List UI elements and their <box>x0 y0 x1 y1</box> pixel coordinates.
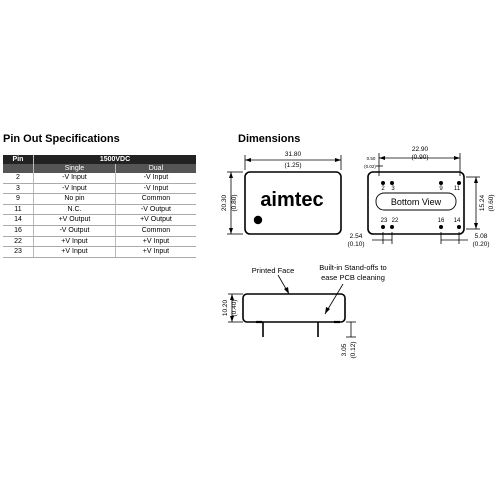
single-cell: +V Output <box>34 215 116 226</box>
top-width-value: 31.80 <box>284 151 302 158</box>
bottom-pin-23 <box>381 225 385 229</box>
side-height-inch: (0.40) <box>231 299 238 317</box>
single-cell: +V Input <box>34 247 116 258</box>
module-side-view <box>243 294 345 322</box>
bottom-pin-11 <box>457 181 461 185</box>
pin-label-23: 23 <box>380 218 388 224</box>
printed-face-label: Printed Face <box>251 266 295 275</box>
top-width-inch: (1.25) <box>284 162 302 169</box>
pin-length-inch: (0.12) <box>350 341 357 359</box>
pin-cell: 2 <box>3 173 34 183</box>
dimensions-heading: Dimensions <box>238 133 301 145</box>
bottom-pin-3 <box>390 181 394 185</box>
pin-cell: 3 <box>3 183 34 194</box>
pin-label-11: 11 <box>453 186 461 192</box>
top-height-value: 20.30 <box>221 194 228 212</box>
pin-label-2: 2 <box>381 186 385 192</box>
pin-label-14: 14 <box>453 218 461 224</box>
pin-label-3: 3 <box>391 186 395 192</box>
standoff-label-line1: Built-in Stand-offs to <box>319 263 387 272</box>
pin-label-9: 9 <box>439 186 443 192</box>
pin-cell: 23 <box>3 247 34 258</box>
bottom-height-value: 15.24 <box>479 194 486 212</box>
single-subheader: Single <box>34 164 116 173</box>
single-cell: -V Output <box>34 225 116 236</box>
aimtec-logo: aimtec <box>260 189 324 211</box>
single-cell: No pin <box>34 194 116 205</box>
pitch-value: 2.54 <box>349 233 363 240</box>
pin-column-header: Pin <box>3 155 34 164</box>
bottom-pin-9 <box>439 181 443 185</box>
pin-label-16: 16 <box>437 218 445 224</box>
dual-cell: -V Input <box>115 173 196 183</box>
single-cell: -V Input <box>34 183 116 194</box>
pin-cell: 11 <box>3 204 34 215</box>
pin-length-value: 3.05 <box>341 343 348 357</box>
bottom-width-inch: (0.90) <box>411 154 429 161</box>
dual-cell: -V Output <box>115 204 196 215</box>
pin1-marker-dot <box>254 216 262 224</box>
pin-cell: 22 <box>3 236 34 247</box>
offset-inch: (0.20) <box>472 241 490 248</box>
bottom-height-inch: (0.60) <box>488 194 495 212</box>
voltage-column-header: 1500VDC <box>34 155 197 164</box>
pitch-inch: (0.10) <box>347 241 365 248</box>
bottom-pin-16 <box>439 225 443 229</box>
pin-label-22: 22 <box>391 218 399 224</box>
bottom-width-value: 22.90 <box>411 146 429 153</box>
offset-value: 5.08 <box>474 233 488 240</box>
dual-cell: Common <box>115 225 196 236</box>
bottom-pin-2 <box>381 181 385 185</box>
side-height-value: 10.20 <box>222 299 229 317</box>
bottom-pin-22 <box>390 225 394 229</box>
dual-cell: +V Input <box>115 236 196 247</box>
single-cell: +V Input <box>34 236 116 247</box>
pinout-heading: Pin Out Specifications <box>3 133 120 145</box>
top-height-inch: (0.80) <box>231 194 238 212</box>
pin-dia-value: 0.50 <box>366 156 376 161</box>
bottom-pin-14 <box>457 225 461 229</box>
dual-cell: -V Input <box>115 183 196 194</box>
pin-dia-inch: (0.02) <box>364 164 376 169</box>
pin-cell: 14 <box>3 215 34 226</box>
bottom-view-label: Bottom View <box>390 197 442 207</box>
dual-cell: Common <box>115 194 196 205</box>
standoff-label-line2: ease PCB cleaning <box>321 273 385 282</box>
pin-cell: 9 <box>3 194 34 205</box>
dual-cell: +V Input <box>115 247 196 258</box>
dual-subheader: Dual <box>115 164 196 173</box>
pin-cell: 16 <box>3 225 34 236</box>
single-cell: N.C. <box>34 204 116 215</box>
single-cell: -V Input <box>34 173 116 183</box>
dual-cell: +V Output <box>115 215 196 226</box>
